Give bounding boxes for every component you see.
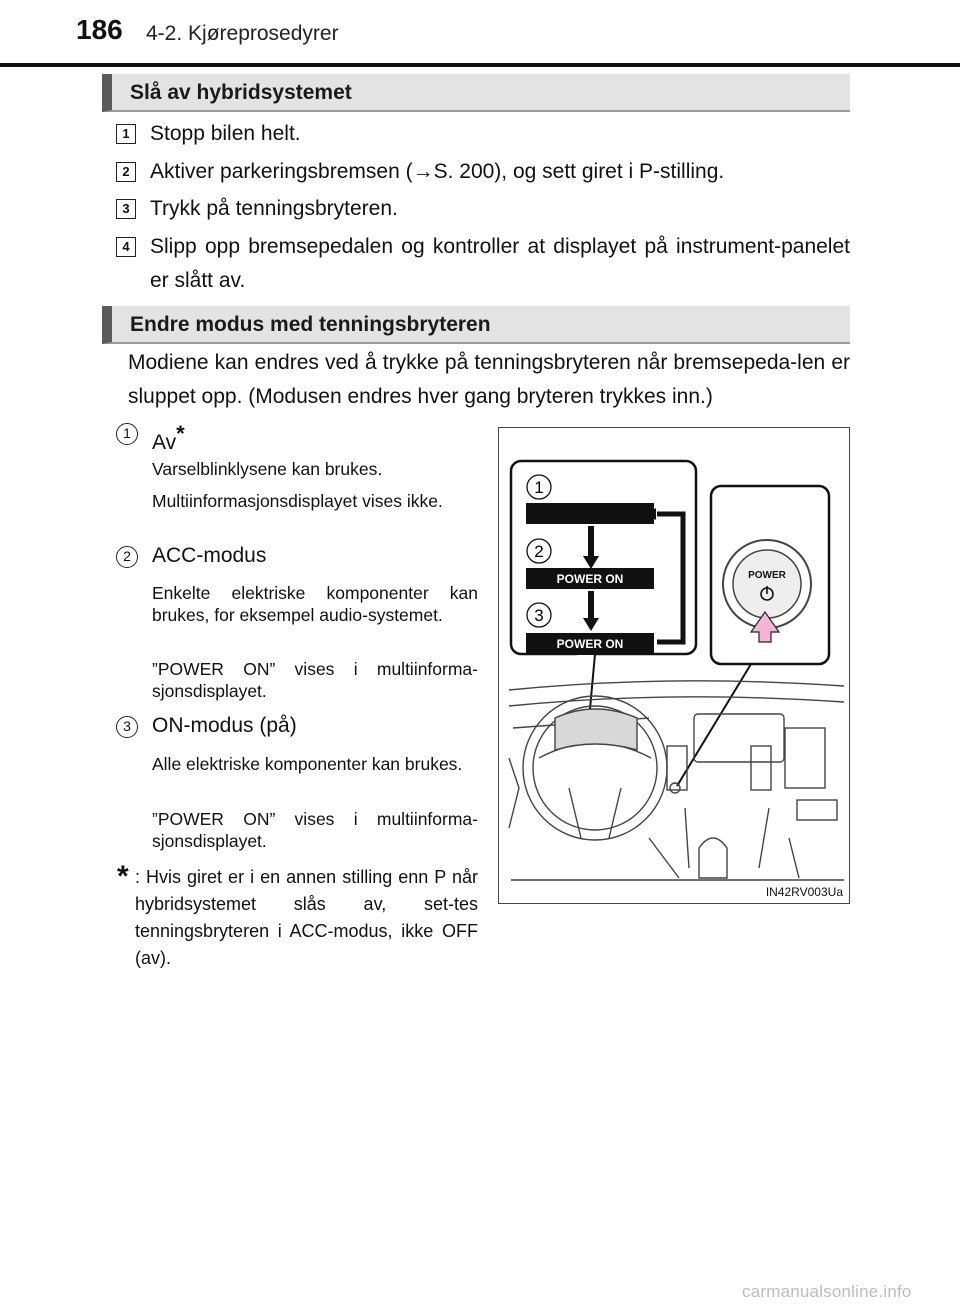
page-number: 186 — [76, 14, 123, 45]
footnote-mark: * — [117, 860, 129, 893]
arrow-down — [588, 526, 594, 556]
mode-title: ON-modus (på) — [152, 714, 297, 737]
mode-number: 2 — [116, 546, 138, 568]
mode-label: 1 — [534, 478, 544, 497]
power-button-label: POWER — [748, 570, 786, 581]
mode-description: Varselblinklysene kan brukes. — [152, 459, 383, 479]
section-heading-turn-off — [102, 74, 850, 112]
step-number: 1 — [116, 124, 136, 144]
chapter-title: 4-2. Kjøreprosedyrer — [146, 22, 339, 45]
display-text: POWER ON — [556, 637, 624, 651]
mode-description: Alle elektriske komponenter kan brukes. — [152, 754, 463, 774]
section-title: Endre modus med tenningsbryteren — [130, 313, 491, 336]
ignition-mode-illustration — [498, 427, 850, 904]
step-text: Trykk på tenningsbryteren. — [150, 197, 398, 220]
step-text: Slipp opp bremsepedalen og kontroller at displayet på instrument-panelet er slått av. — [150, 235, 850, 292]
display-text: POWER ON — [556, 572, 624, 586]
footnote-text: : Hvis giret er i en annen stilling enn P når hybridsystemet slås av, set-tes tenningsbryteren i ACC-modus, ikke OFF (av). — [135, 867, 478, 968]
figure-code: IN42RV003Ua — [765, 885, 843, 899]
header-divider — [0, 63, 960, 67]
step-number: 3 — [116, 199, 136, 219]
mode-label: 2 — [534, 542, 544, 561]
mode-title-text: Av — [152, 431, 177, 454]
mode-description: ”POWER ON” vises i multiinforma-sjonsdisplayet. — [152, 659, 478, 701]
intro-paragraph: Modiene kan endres ved å trykke på tenningsbryteren når bremsepeda-len er sluppet opp. (Modusen endres hver gang bryteren trykkes inn.) — [128, 351, 850, 408]
mode-description: Enkelte elektriske komponenter kan brukes, for eksempel audio-systemet. — [152, 583, 478, 625]
mode-title — [152, 421, 185, 455]
callout-pointer — [677, 664, 751, 786]
step-text: Aktiver parkeringsbremsen (→S. 200), og sett giret i P-stilling. — [150, 160, 725, 183]
mode-number: 1 — [116, 423, 138, 445]
arrow-down — [588, 591, 594, 619]
step-number: 4 — [116, 237, 136, 257]
mode-description: ”POWER ON” vises i multiinforma-sjonsdisplayet. — [152, 809, 478, 851]
step-text: Stopp bilen helt. — [150, 122, 301, 145]
mode-description: Multiinformasjonsdisplayet vises ikke. — [152, 491, 443, 511]
mode-number: 3 — [116, 716, 138, 738]
section-title: Slå av hybridsystemet — [130, 81, 352, 104]
section-heading-change-mode — [102, 306, 850, 344]
mode-label: 3 — [534, 606, 544, 625]
step-number: 2 — [116, 162, 136, 182]
watermark: carmanualsonline.info — [742, 1282, 912, 1301]
display-bar-off — [526, 503, 654, 524]
footnote-marker: * — [176, 421, 185, 446]
power-button — [733, 550, 801, 618]
mode-title: ACC-modus — [152, 544, 267, 567]
illustration-svg — [499, 428, 848, 902]
dashboard-drawing — [509, 681, 844, 880]
